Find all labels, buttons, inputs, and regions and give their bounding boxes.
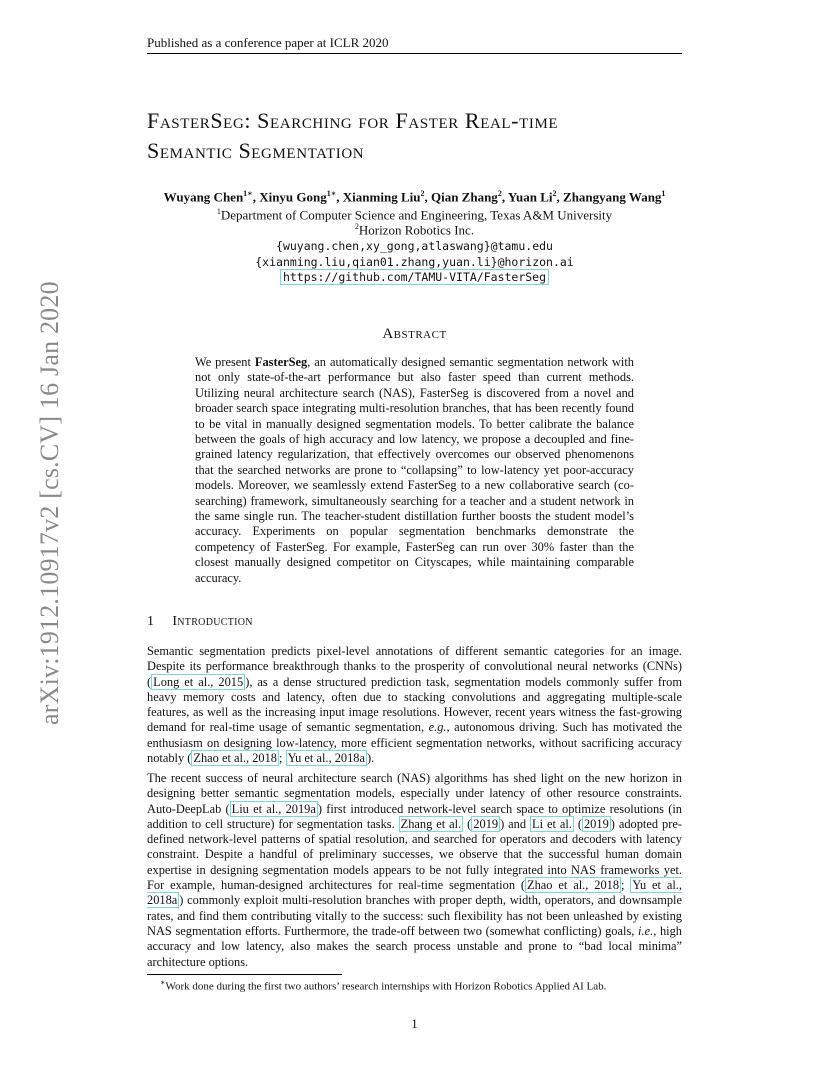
running-header: Published as a conference paper at ICLR 2020 <box>147 35 389 50</box>
author-sup: 2 <box>497 189 502 198</box>
footnote <box>160 978 680 993</box>
affiliation-text: Horizon Robotics Inc. <box>358 222 475 238</box>
intro-paragraph-1 <box>147 644 682 766</box>
author-sup: 1 <box>661 189 666 198</box>
author: Xianming Liu <box>342 189 421 205</box>
author-sup: 2 <box>552 189 557 198</box>
citation-link[interactable]: Zhang et al. <box>400 816 462 831</box>
text: ( <box>573 816 582 831</box>
email-line-2: {xianming.liu,qian01.zhang,yuan.li}@horizon.ai <box>255 255 574 269</box>
page-number: 1 <box>411 1016 418 1031</box>
abstract-body: , an automatically designed semantic segmentation network with not only state-of-the-art performance but also faster speed than current methods. Utilizing neural architecture search (NAS), FasterSeg is discovered from a novel and broader search space integrating multi-resolution branches, that has been recently found to be vital in manually designed segmentation models. To better calibrate the balance between the goals of high accuracy and low latency, we propose a decoupled and fine-grained latency regularization, that effectively overcomes our observed phenomenons that the searched networks are prone to “collapsing” to low-latency yet poor-accuracy models. Moreover, we seamlessly extend FasterSeg to a new collaborative search (co-searching) framework, simultaneously searching for a teacher and a student network in the same single run. The teacher-student distillation further boosts the student model’s accuracy. Experiments on popular segmentation benchmarks demonstrate the competency of FasterSeg. For example, FasterSeg can run over 30% faster than the closest manually designed competitor on Cityscapes, while maintaining comparable accuracy. <box>195 355 634 585</box>
abstract-heading: Abstract <box>382 326 447 342</box>
arxiv-stamp: arXiv:1912.10917v2 [cs.CV] 16 Jan 2020 <box>35 281 64 725</box>
author-sup: 1∗ <box>243 189 253 198</box>
text: Semantic segmentation predicts pixel-level annotations of different semantic categories for an image. Despite its performance breakthrough thanks to the prosperity of convolutional neural networks (CNNs) ( <box>147 644 682 689</box>
citation-link[interactable]: Long et al., 2015 <box>153 674 244 689</box>
affiliation-sup: 2 <box>354 222 359 231</box>
citation-link[interactable]: Yu et al., 2018a <box>287 751 365 766</box>
author: Wuyang Chen <box>163 189 244 205</box>
title-line-1: FasterSeg: Searching for Faster Real-time <box>147 108 559 133</box>
email-line-1: {wuyang.chen,xy_gong,atlaswang}@tamu.edu <box>276 239 553 253</box>
citation-link[interactable]: Zhao et al., 2018 <box>527 878 620 893</box>
affiliation-1 <box>147 207 682 223</box>
footnote-rule <box>147 974 342 975</box>
text: ), as a dense structured prediction task, segmentation models commonly suffer from heavy memory costs and latency, often due to stacking convolutions and aggregating multiple-scale features, as well as the increasing input image resolutions. However, recent years witness the fast-growing demand for real-time usage of semantic segmentation, <box>147 674 682 735</box>
author: Yuan Li <box>507 189 553 205</box>
text: ) and <box>500 816 530 831</box>
header-rule <box>147 53 682 54</box>
citation-link[interactable]: Zhao et al., 2018 <box>193 751 278 766</box>
abstract-lead: We present <box>195 355 255 369</box>
affiliation-sup: 1 <box>216 207 221 216</box>
text-italic: i.e. <box>638 923 654 938</box>
github-link[interactable]: https://github.com/TAMU-VITA/FasterSeg <box>280 269 549 285</box>
text: ). <box>367 751 375 766</box>
footnote-mark: ∗ <box>160 978 166 987</box>
citation-link[interactable]: Li et al. <box>532 816 572 831</box>
citation-link[interactable]: Liu et al., 2019a <box>231 801 316 816</box>
citation-link[interactable]: 2019 <box>473 816 499 831</box>
abstract-text <box>195 355 634 586</box>
author: Qian Zhang <box>430 189 498 205</box>
intro-paragraph-2 <box>147 771 682 970</box>
footnote-text: Work done during the first two authors’ research internships with Horizon Robotics Applied AI Lab. <box>165 980 607 993</box>
author: Xinyu Gong <box>259 189 327 205</box>
github-line <box>147 270 682 284</box>
abstract-bold: FasterSeg <box>254 355 308 369</box>
citation-link[interactable]: 2019 <box>583 816 609 831</box>
text: ) adopted pre-defined network-level patterns of spatial resolution, and searched for operators and decoders with latency constraint. Despite a handful of preliminary successes, we observe that the successful human domain expertise in designing segmentation models appears to be not fully integrated into NAS frameworks yet. For example, human-designed architectures for real-time segmentation ( <box>147 816 682 893</box>
section-heading <box>147 614 253 630</box>
text: The recent success of neural architecture search (NAS) algorithms has shed light on the new horizon in designing better semantic segmentation models, especially under latency of other resource constraints. Auto-DeepLab ( <box>147 771 682 816</box>
affiliation-2 <box>147 222 682 238</box>
author-list: Wuyang Chen$^{1∗}$, Xinyu Gong$^{1∗}$, Xianming Liu$^2$, Qian Zhang$^2$, Yuan Li$^2$, Zhangyang Wang$^1$ <box>163 189 666 205</box>
section-title: Introduction <box>172 614 253 629</box>
text: ; <box>279 751 286 766</box>
text: , high accuracy and low latency, also makes the search process unstable and prone to “bad local minima” architecture options. <box>147 923 682 969</box>
text-italic: e.g. <box>428 720 447 735</box>
citation-link[interactable]: Yu et al., 2018a <box>147 878 682 908</box>
section-number: 1 <box>147 614 155 629</box>
paper-title <box>147 106 687 166</box>
title-line-2: Semantic Segmentation <box>147 138 365 163</box>
text: , autonomous driving. Such has motivated the enthusiasm on designing low-latency, more efficient segmentation networks, without sacrificing accuracy notably ( <box>147 720 682 766</box>
author-sup: 1∗ <box>326 189 337 198</box>
author: Zhangyang Wang <box>563 189 662 205</box>
author-sup: 2 <box>420 189 425 198</box>
text: ( <box>463 816 472 831</box>
text: ; <box>621 878 631 893</box>
text: ) first introduced network-level search space to optimize resolutions (in addition to cell structure) for segmentation tasks. <box>147 801 682 831</box>
affiliation-text: Department of Computer Science and Engineering, Texas A&M University <box>220 207 613 223</box>
text: ) commonly exploit multi-resolution branches with proper depth, width, operators, and downsample rates, and find them contributing vitally to the success: such flexibility has not been unleashed by existing NAS segmentation efforts. Furthermore, the trade-off between two (somewhat conflicting) goals, <box>147 893 682 938</box>
